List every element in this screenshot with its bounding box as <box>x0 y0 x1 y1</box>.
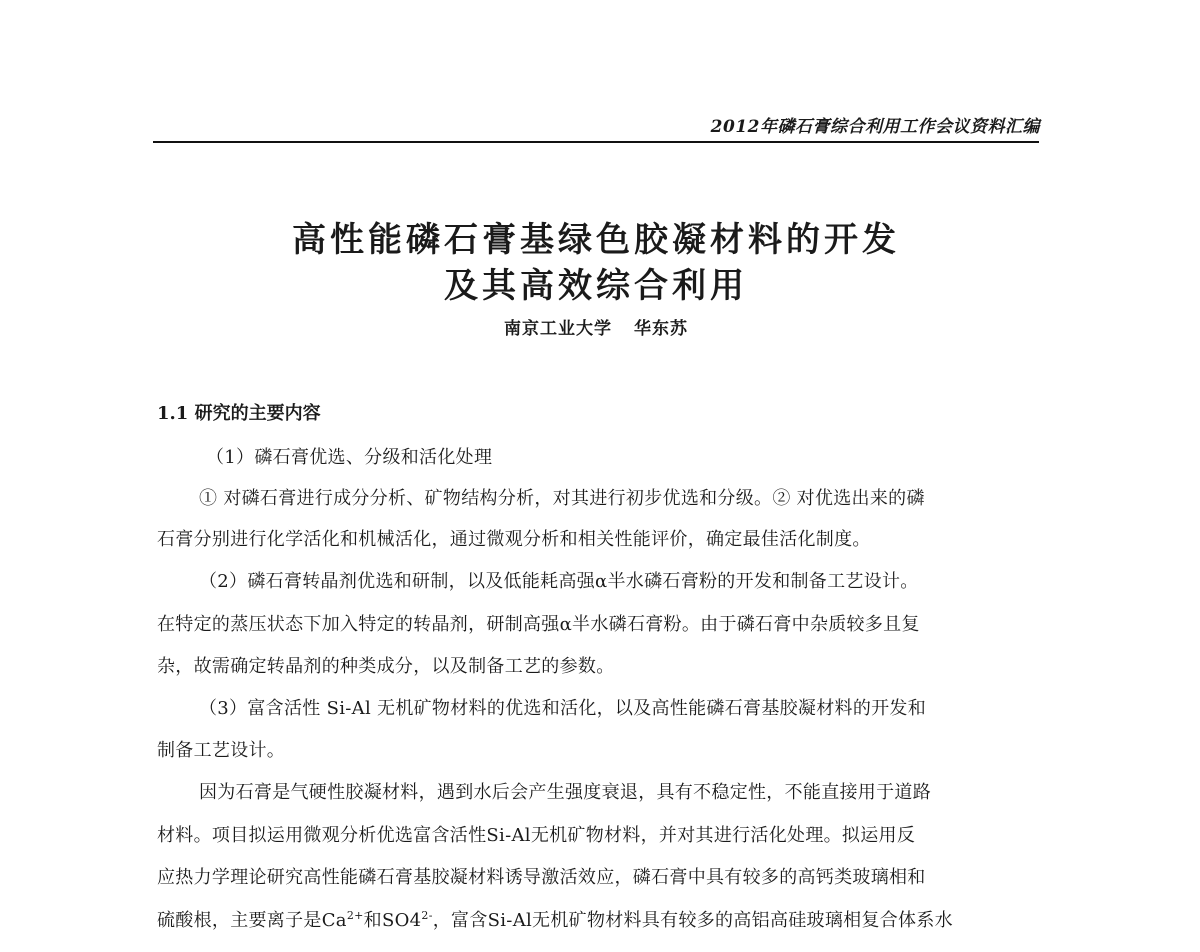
ca-charge: 2+ <box>346 909 364 922</box>
item3-line-2: 制备工艺设计。 <box>157 740 286 761</box>
paragraph-line-1: 因为石膏是气硬性胶凝材料，遇到水后会产生强度衰退，具有不稳定性，不能直接用于道路 <box>199 782 931 803</box>
item2-line-2: 在特定的蒸压状态下加入特定的转晶剂，研制高强α半水磷石膏粉。由于磷石膏中杂质较多且复 <box>157 614 920 635</box>
paragraph-line-4-part-b: 和SO4 <box>363 910 422 931</box>
paragraph-line-4-part-c: ，富含Si-Al无机矿物材料具有较多的高铝高硅玻璃相复合体系水 <box>432 910 953 931</box>
paragraph-line-4 <box>157 906 953 932</box>
article-title-line-2: 及其高效综合利用 <box>444 266 748 306</box>
author-line <box>153 314 1039 339</box>
so4-charge: 2- <box>421 909 433 922</box>
article-title-line-1: 高性能磷石膏基绿色胶凝材料的开发 <box>292 220 900 260</box>
item2-line-3: 杂，故需确定转晶剂的种类成分，以及制备工艺的参数。 <box>157 656 615 677</box>
item2-line-1: （2）磷石膏转晶剂优选和研制，以及低能耗高强α半水磷石膏粉的开发和制备工艺设计。 <box>199 571 919 592</box>
section-heading: 1.1 研究的主要内容 <box>157 403 321 424</box>
item1-heading: （1）磷石膏优选、分级和活化处理 <box>206 447 493 468</box>
paragraph-line-3: 应热力学理论研究高性能磷石膏基胶凝材料诱导激活效应，磷石膏中具有较多的高钙类玻璃相和 <box>157 867 926 888</box>
header-rule <box>153 141 1039 143</box>
running-header: 2012年磷石膏综合利用工作会议资料汇编 <box>710 117 1040 137</box>
paragraph-line-2: 材料。项目拟运用微观分析优选富含活性Si-Al无机矿物材料，并对其进行活化处理。拟运用反 <box>157 825 916 846</box>
author-name: 华东苏 <box>634 319 688 339</box>
affiliation: 南京工业大学 <box>504 319 612 339</box>
item1-line-1: ① 对磷石膏进行成分分析、矿物结构分析，对其进行初步优选和分级。② 对优选出来的磷 <box>199 488 925 509</box>
paragraph-line-4-part-a: 硫酸根，主要离子是Ca <box>157 910 347 931</box>
item1-line-2: 石膏分别进行化学活化和机械活化，通过微观分析和相关性能评价，确定最佳活化制度。 <box>157 529 871 550</box>
item3-line-1: （3）富含活性 Si-Al 无机矿物材料的优选和活化，以及高性能磷石膏基胶凝材料的开发和 <box>199 698 927 719</box>
